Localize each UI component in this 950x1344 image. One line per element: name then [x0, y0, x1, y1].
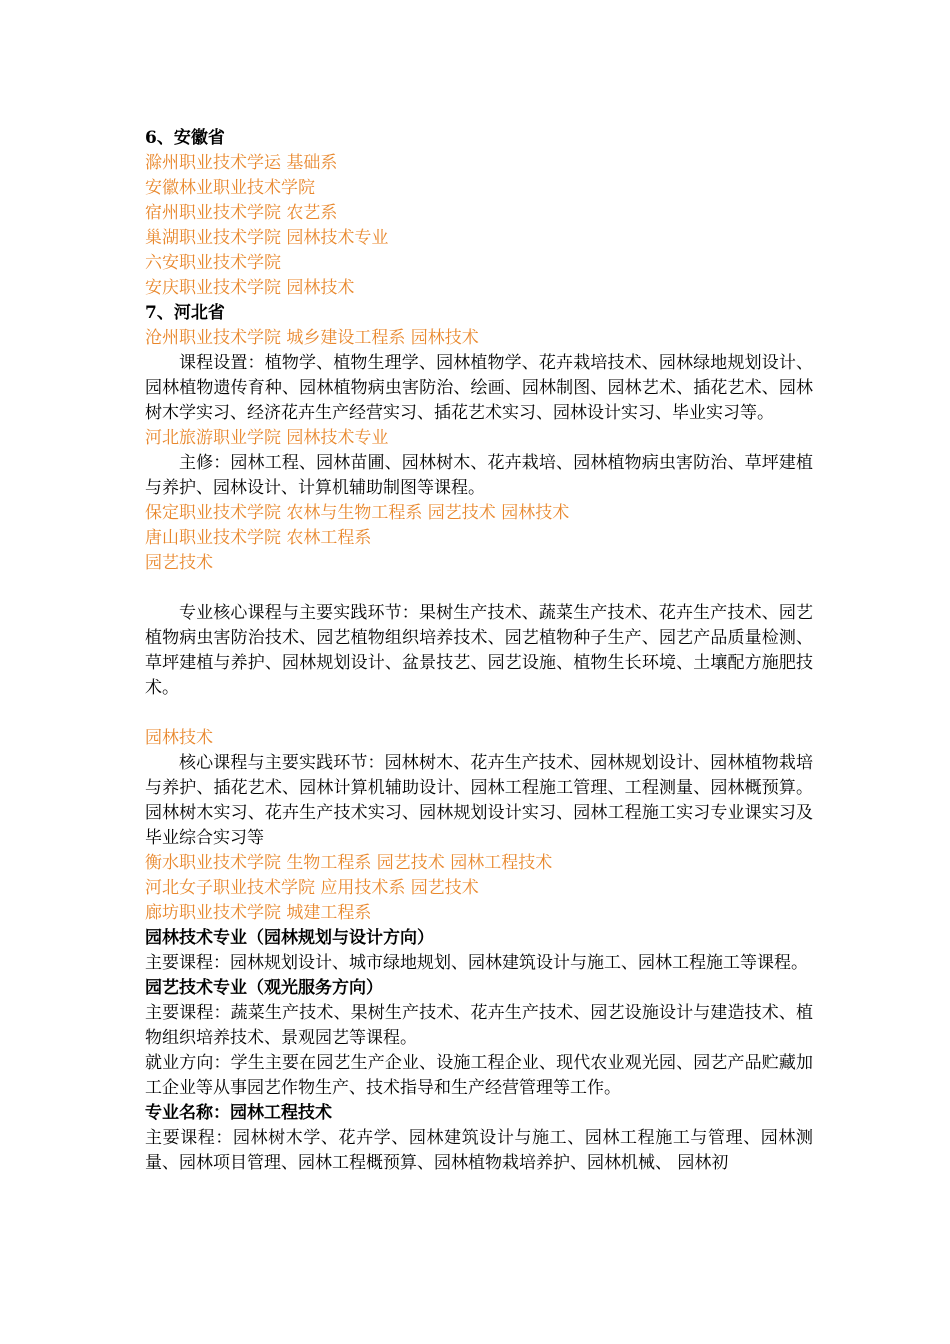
school-link[interactable]: 宿州职业技术学院 农艺系 [145, 203, 338, 223]
school-link[interactable]: 巢湖职业技术学院 园林技术专业 [145, 228, 389, 248]
section-heading-anhui: 6、安徽省 [145, 128, 225, 148]
school-link[interactable]: 滁州职业技术学运 基础系 [145, 153, 338, 173]
school-link[interactable]: 廊坊职业技术学院 城建工程系 [145, 903, 372, 923]
school-link[interactable]: 衡水职业技术学院 生物工程系 园艺技术 园林工程技术 [145, 853, 553, 873]
school-link[interactable]: 安徽林业职业技术学院 [145, 178, 315, 198]
course-paragraph: 课程设置：植物学、植物生理学、园林植物学、花卉栽培技术、园林绿地规划设计、园林植物遗传育种、园林植物病虫害防治、绘画、园林制图、园林艺术、插花艺术、园林树木学实习、经济花卉生产经营实习、插花艺术实习、园林设计实习、毕业实习等。 [145, 353, 813, 423]
blank-line [145, 576, 813, 601]
school-link[interactable]: 河北女子职业技术学院 应用技术系 园艺技术 [145, 878, 479, 898]
major-heading: 园艺技术专业（观光服务方向） [145, 978, 383, 998]
school-link[interactable]: 六安职业技术学院 [145, 253, 281, 273]
course-paragraph: 主修：园林工程、园林苗圃、园林树木、花卉栽培、园林植物病虫害防治、草坪建植与养护、园林设计、计算机辅助制图等课程。 [145, 453, 813, 498]
school-link[interactable]: 保定职业技术学院 农林与生物工程系 园艺技术 园林技术 [145, 503, 570, 523]
major-link[interactable]: 园艺技术 [145, 553, 213, 573]
school-link[interactable]: 沧州职业技术学院 城乡建设工程系 园林技术 [145, 328, 479, 348]
section-heading-hebei: 7、河北省 [145, 303, 225, 323]
employment-paragraph: 就业方向：学生主要在园艺生产企业、设施工程企业、现代农业观光园、园艺产品贮藏加工企业等从事园艺作物生产、技术指导和生产经营管理等工作。 [145, 1053, 813, 1098]
school-link[interactable]: 河北旅游职业学院 园林技术专业 [145, 428, 389, 448]
blank-line [145, 701, 813, 726]
major-heading: 专业名称：园林工程技术 [145, 1103, 332, 1123]
course-paragraph: 主要课程：蔬菜生产技术、果树生产技术、花卉生产技术、园艺设施设计与建造技术、植物组织培养技术、景观园艺等课程。 [145, 1003, 813, 1048]
document-body [145, 126, 813, 1176]
course-paragraph: 专业核心课程与主要实践环节：果树生产技术、蔬菜生产技术、花卉生产技术、园艺植物病虫害防治技术、园艺植物组织培养技术、园艺植物种子生产、园艺产品质量检测、草坪建植与养护、园林规划设计、盆景技艺、园艺设施、植物生长环境、土壤配方施肥技术。 [145, 603, 813, 698]
school-link[interactable]: 唐山职业技术学院 农林工程系 [145, 528, 372, 548]
major-heading: 园林技术专业（园林规划与设计方向） [145, 928, 434, 948]
course-paragraph: 主要课程：园林树木学、花卉学、园林建筑设计与施工、园林工程施工与管理、园林测量、园林项目管理、园林工程概预算、园林植物栽培养护、园林机械、 园林初 [145, 1128, 813, 1173]
course-paragraph: 核心课程与主要实践环节：园林树木、花卉生产技术、园林规划设计、园林植物栽培与养护、插花艺术、园林计算机辅助设计、园林工程施工管理、工程测量、园林概预算。园林树木实习、花卉生产技术实习、园林规划设计实习、园林工程施工实习专业课实习及毕业综合实习等 [145, 753, 813, 848]
school-link[interactable]: 安庆职业技术学院 园林技术 [145, 278, 355, 298]
major-link[interactable]: 园林技术 [145, 728, 213, 748]
course-paragraph: 主要课程：园林规划设计、城市绿地规划、园林建筑设计与施工、园林工程施工等课程。 [145, 953, 808, 973]
